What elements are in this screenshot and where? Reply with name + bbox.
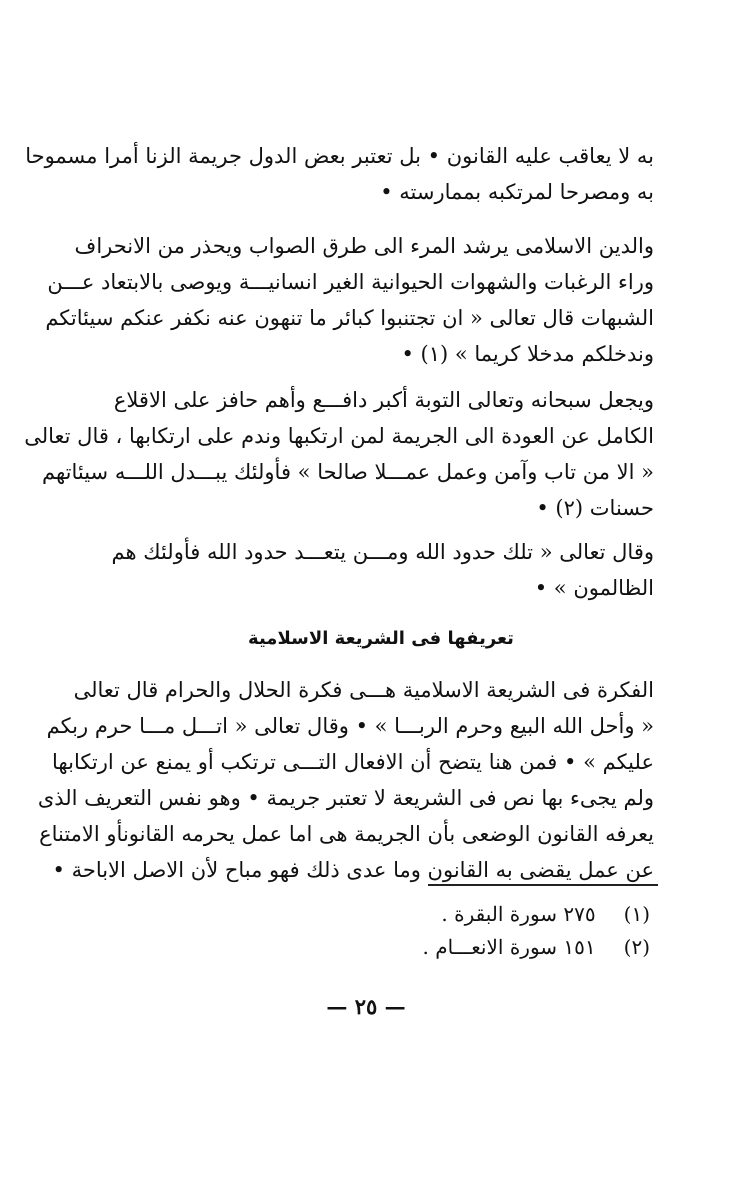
paragraph-5-line-1: الفكرة فى الشريعة الاسلامية هـــى فكرة الحلال والحرام قال تعالى: [73, 678, 654, 702]
footnote-1: [380, 898, 650, 931]
paragraph-2-line-4: وندخلكم مدخلا كريما » (١) •: [401, 342, 654, 366]
section-heading: تعريفها فى الشريعة الاسلامية: [248, 628, 514, 649]
paragraph-5-line-2: « وأحل الله البيع وحرم الربـــا » • وقال تعالى « اتـــل مـــا حرم ربكم: [46, 714, 654, 738]
paragraph-5-line-5: يعرفه القانون الوضعى بأن الجريمة هى اما عمل يحرمه القانونأو الامتناع: [39, 822, 654, 846]
paragraph-5-line-4: ولم يجىء بها نص فى الشريعة لا تعتبر جريمة • وهو نفس التعريف الذى: [37, 786, 654, 810]
footnote-number: (٢): [623, 935, 650, 959]
paragraph-5-line-3: عليكم » • فمن هنا يتضح أن الافعال التـــى ترتكب أو يمنع عن ارتكابها: [52, 750, 654, 774]
footnote-text: ١٥١ سورة الانعـــام .: [422, 935, 596, 959]
paragraph-3-line-4: حسنات (٢) •: [536, 496, 654, 520]
paragraph-4: [108, 534, 654, 606]
paragraph-5: [37, 672, 654, 888]
footnote-divider: [428, 884, 658, 886]
paragraph-3-line-2: الكامل عن العودة الى الجريمة لمن ارتكبها وندم على ارتكابها ، قال تعالى: [24, 424, 654, 448]
paragraph-4-line-2: الظالمون » •: [534, 576, 654, 600]
footnote-number: (١): [623, 902, 650, 926]
paragraph-2-line-1: والدين الاسلامى يرشد المرء الى طرق الصواب ويحذر من الانحراف: [74, 234, 654, 258]
paragraph-3-line-1: ويجعل سبحانه وتعالى التوبة أكبر دافـــع وأهم حافز على الاقلاع: [113, 388, 654, 412]
footnotes: [380, 898, 650, 964]
page-number: — ٢٥ —: [326, 994, 406, 1019]
paragraph-4-line-1: وقال تعالى « تلك حدود الله ومـــن يتعـــد حدود الله فأولئك هم: [111, 540, 654, 564]
paragraph-1: [25, 138, 654, 210]
paragraph-2-line-3: الشبهات قال تعالى « ان تجتنبوا كبائر ما تنهون عنه نكفر عنكم سيئاتكم: [45, 306, 654, 330]
paragraph-1-line-1: به لا يعاقب عليه القانون • بل تعتبر بعض الدول جريمة الزنا أمرا مسموحا: [25, 144, 654, 168]
paragraph-5-line-6: عن عمل يقضى به القانون وما عدى ذلك فهو مباح لأن الاصل الاباحة •: [52, 858, 654, 882]
paragraph-2: [45, 228, 654, 372]
paragraph-3-line-3: « الا من تاب وآمن وعمل عمـــلا صالحا » فأولئك يبـــدل اللـــه سيئاتهم: [41, 460, 654, 484]
paragraph-3: [24, 382, 654, 526]
footnote-2: [380, 931, 650, 964]
paragraph-2-line-2: وراء الرغبات والشهوات الحيوانية الغير انسانيـــة ويوصى بالابتعاد عـــن: [47, 270, 654, 294]
paragraph-1-line-2: به ومصرحا لمرتكبه بممارسته •: [380, 180, 654, 204]
footnote-text: ٢٧٥ سورة البقرة .: [441, 902, 596, 926]
